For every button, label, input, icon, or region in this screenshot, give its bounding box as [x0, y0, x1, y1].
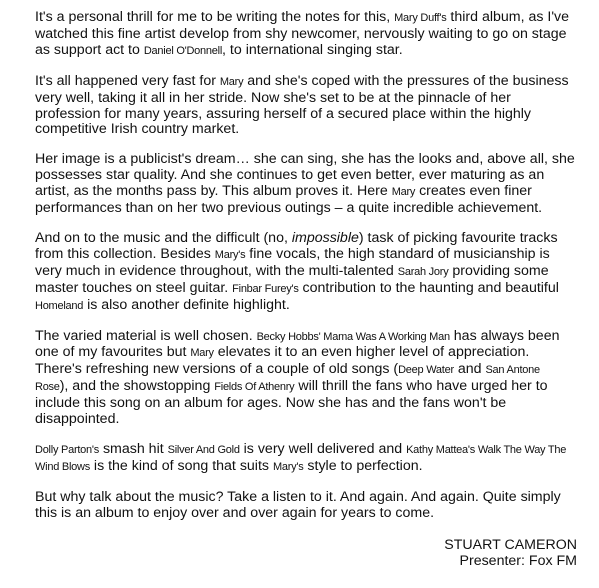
liner-notes-paragraph — [35, 442, 575, 476]
liner-notes-paragraph — [35, 490, 575, 522]
emphasis-text: impossible — [291, 229, 359, 246]
author-title: Presenter: Fox FM — [459, 553, 577, 569]
body-text: creates even finer performances than on her two previous outings – a quite incredible achievement. — [35, 183, 543, 217]
body-text: elevates it to an even higher level of appreciation. There's refreshing new versions of a couple of old songs ( — [35, 344, 530, 378]
signature-block — [444, 537, 577, 569]
name-text: Mary — [219, 75, 244, 88]
body-text: is the kind of song that suits — [89, 457, 273, 474]
name-text: Kathy Mattea's Walk The Way The Wind Blows — [35, 443, 567, 473]
name-text: Finbar Furey's — [232, 282, 299, 295]
body-text: contribution to the haunting and beautiful — [298, 279, 559, 296]
body-text: , to international singing star. — [222, 41, 403, 58]
name-text: Mary's — [214, 248, 246, 261]
body-text: is also another definite highlight. — [83, 296, 290, 313]
body-text: fine vocals, the high standard of musicianship is very much in evidence throughout, with the multi-talented — [35, 245, 550, 279]
name-text: San Antone Rose — [35, 364, 540, 394]
liner-notes-paragraph — [35, 10, 575, 60]
name-text: Mary — [190, 347, 214, 360]
name-text: Deep Water — [398, 364, 454, 377]
body-text: It's all happened very fast for — [35, 72, 220, 89]
name-text: Becky Hobbs' Mama Was A Working Man — [256, 330, 450, 343]
liner-notes-paragraph — [35, 74, 575, 139]
liner-notes-body — [35, 10, 575, 536]
name-text: Mary — [391, 186, 416, 199]
name-text: Sarah Jory — [397, 265, 449, 278]
body-text: The varied material is well chosen. — [35, 327, 257, 344]
body-text: style to perfection. — [303, 457, 423, 474]
liner-notes-paragraph — [35, 231, 575, 315]
body-text: and she's coped with the pressures of the business very well, taking it all in her stride. Now she's set to be at the pinnacle of her profession for many years, assuring herself of a secured place within the highly competitive Irish country market. — [35, 72, 569, 138]
name-text: Dolly Parton's — [35, 443, 100, 456]
body-text: But why talk about the music? Take a listen to it. And again. And again. Quite simply this is an album to enjoy over and over again for years to come. — [35, 488, 561, 521]
body-text: and — [453, 361, 486, 378]
name-text: Mary Duff's — [394, 12, 447, 24]
body-text: has always been one of my favourites but — [35, 327, 560, 361]
name-text: Daniel O'Donnell — [143, 44, 223, 57]
body-text: ), and the showstopping — [59, 378, 215, 395]
name-text: Silver And Gold — [167, 443, 240, 456]
name-text: Mary's — [272, 460, 304, 473]
name-text: Homeland — [35, 299, 84, 312]
body-text: will thrill the fans who have urged her to include this song on an album for ages. Now she has and the fans won't be disappointed. — [35, 378, 548, 428]
author-name: STUART CAMERON — [444, 537, 577, 553]
body-text: ) task of picking favourite tracks from this collection. Besides — [35, 229, 558, 262]
body-text: third album, as I've watched this fine artist develop from shy newcomer, nervously waiting to go on stage as support act to — [35, 9, 570, 58]
body-text: It's a personal thrill for me to be writing the notes for this, — [35, 9, 395, 25]
body-text: Her image is a publicist's dream… she can sing, she has the looks and, above all, she possesses star quality. And she continues to get even better, ever maturing as an artist, as the months pass by. This album proves it. Here — [35, 151, 575, 200]
liner-notes-paragraph — [35, 329, 575, 428]
body-text: smash hit — [99, 440, 168, 457]
body-text: providing some master touches on steel guitar. — [35, 262, 549, 296]
body-text: is very well delivered and — [239, 440, 407, 457]
liner-notes-paragraph — [35, 152, 575, 217]
name-text: Fields Of Athenry — [214, 381, 295, 394]
body-text: And on to the music and the difficult (no, — [35, 229, 292, 246]
